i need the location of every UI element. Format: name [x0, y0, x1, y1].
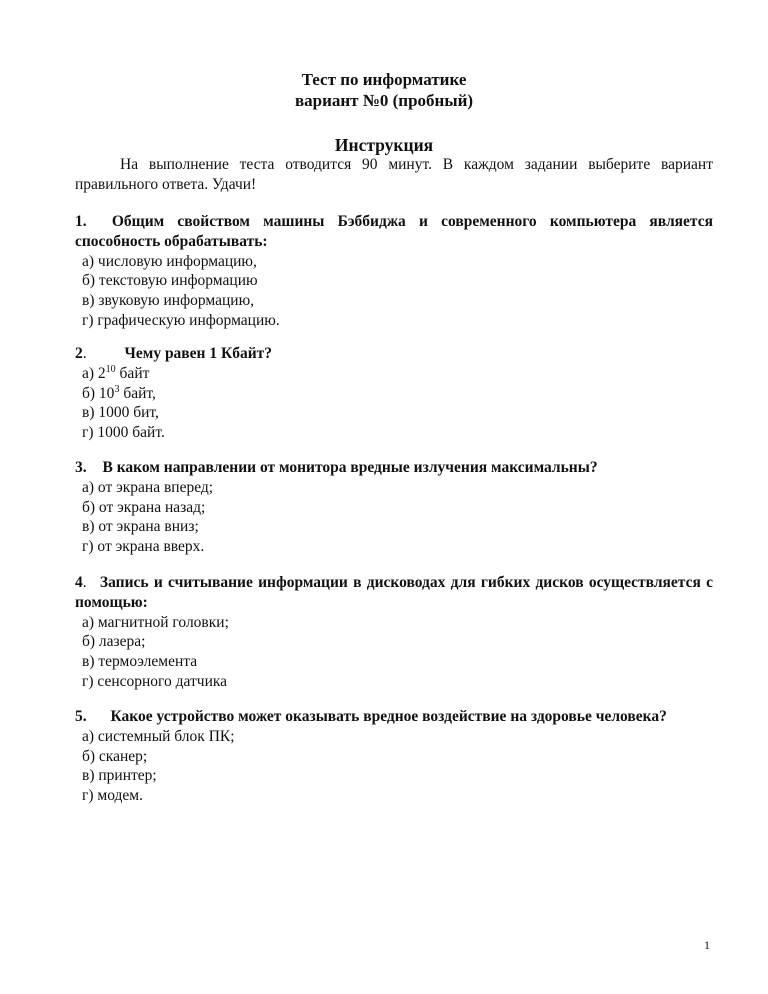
instruction-text: На выполнение теста отводится 90 минут. В каждом задании выберите вариант правильного ответа. Удачи! [75, 156, 713, 193]
question-5-heading [75, 707, 713, 727]
answer-option: б) лазера; [82, 633, 146, 651]
answer-option: в) принтер; [82, 767, 157, 785]
question-number: 2 [75, 345, 83, 362]
question-text: В каком направлении от монитора вредные излучения максимальны? [102, 459, 598, 476]
question-number: 3. [75, 459, 87, 476]
answer-option: г) графическую информацию. [82, 311, 280, 329]
answer-option: в) 1000 бит, [82, 404, 159, 422]
question-1-heading [75, 212, 713, 252]
question-text: Запись и считывание информации в дисководах для гибких дисков осуществляется с помощью: [75, 574, 714, 611]
question-1 [75, 212, 713, 331]
question-5 [75, 707, 713, 806]
instruction-heading: Инструкция [334, 135, 434, 155]
answer-option: а) магнитной головки; [82, 613, 229, 631]
answer-option: г) сенсорного датчика [82, 672, 228, 690]
answer-option: б) текстовую информацию [82, 272, 258, 290]
answer-option: в) звуковую информацию, [82, 292, 255, 310]
answer-option: б) сканер; [82, 747, 148, 765]
question-number: 4 [75, 574, 83, 591]
answer-option: а) числовую информацию, [82, 252, 257, 270]
question-4 [75, 573, 713, 692]
question-text: Общим свойством машины Бэббиджа и современного компьютера является способность обрабатывать: [75, 213, 713, 250]
answer-option: в) от экрана вниз; [82, 518, 199, 536]
question-text: Какое устройство может оказывать вредное воздействие на здоровье человека? [110, 708, 667, 725]
test-variant: вариант №0 (пробный) [294, 91, 474, 110]
answer-option: г) от экрана вверх. [82, 538, 205, 556]
question-number: 1. [75, 213, 87, 230]
answer-option: г) 1000 байт. [82, 424, 165, 442]
question-2 [75, 344, 713, 443]
answer-option: а) $2^{10}$ байт [82, 363, 150, 382]
test-title: Тест по информатике [301, 70, 467, 89]
answer-option: г) модем. [82, 787, 143, 805]
question-number-separator: . [82, 574, 87, 591]
question-number: 5. [75, 708, 87, 725]
question-3 [75, 458, 713, 557]
question-3-heading [75, 458, 713, 478]
answer-option: б) $10^3$ байт, [82, 383, 156, 402]
answer-option: а) от экрана вперед; [82, 478, 214, 496]
answer-option: а) системный блок ПК; [82, 727, 235, 745]
answer-option: в) термоэлемента [82, 653, 198, 671]
question-number-separator: . [82, 345, 87, 362]
question-4-heading [75, 573, 713, 613]
answer-option: б) от экрана назад; [82, 498, 206, 516]
question-text: Чему равен 1 Кбайт? [124, 345, 273, 362]
page-number: 1 [704, 938, 710, 952]
question-2-heading [75, 344, 713, 364]
